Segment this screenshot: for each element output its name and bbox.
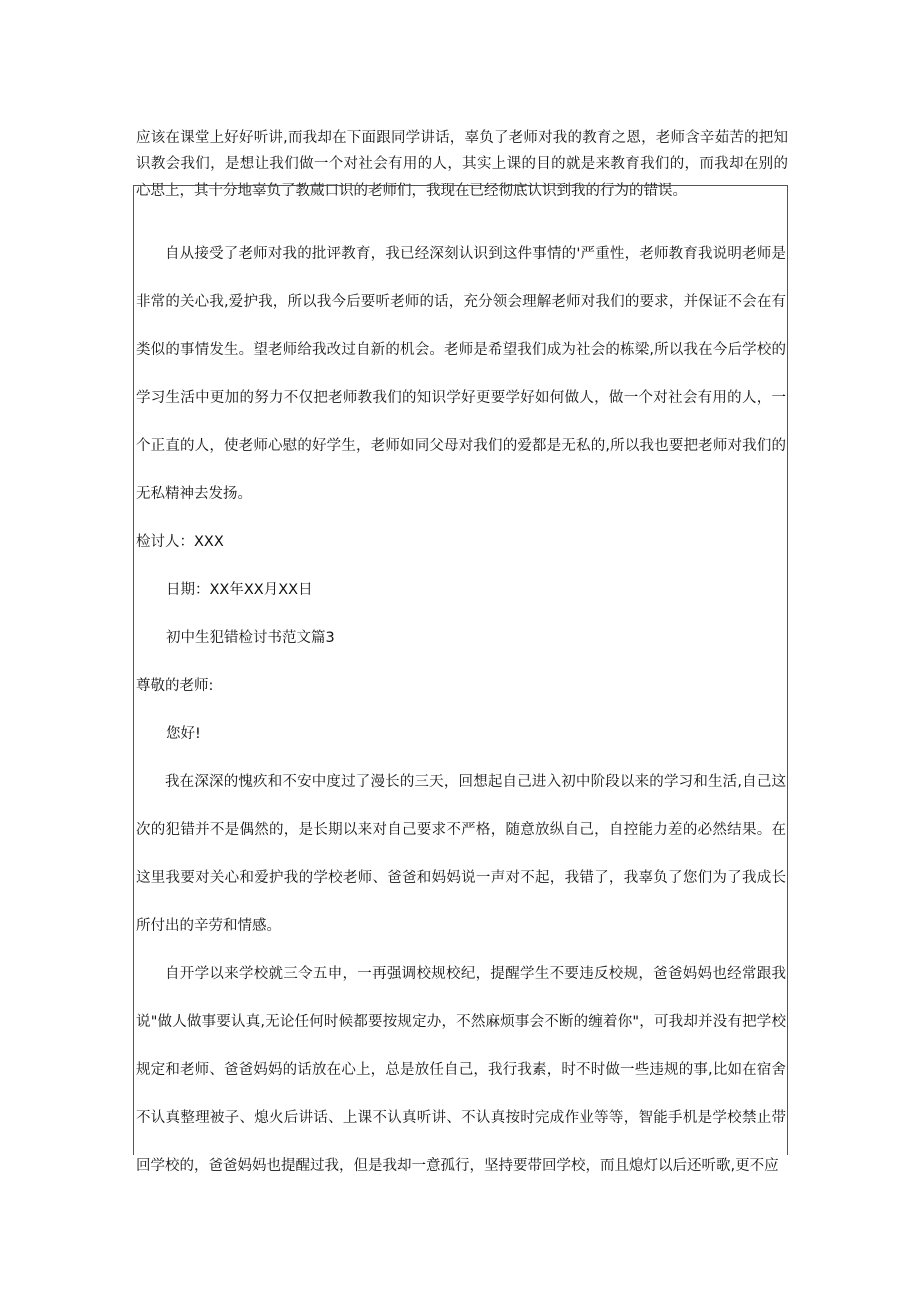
date-line: 日期：XX年XX月XX日 (166, 582, 313, 598)
salutation: 尊敬的老师: (136, 678, 214, 694)
paragraph-rules: 自开学以来学校就三令五申，一再强调校规校纪，提醒学生不要违反校规，爸爸妈妈也经常跟我说"做人做事要认真,无论任何时候都要按规定办，不然麻烦事会不断的缠着你"，可我却并没有把学校规定和老师、爸爸妈妈的话放在心上，总是放任自己，我行我素，时不时做一些违规的事,比如在宿舍不认真整理被子、熄火后讲话、上课不认真听讲、不认真按时完成作业等等，智能手机是学校禁止带回学校的，爸爸妈妈也提醒过我，但是我却一意孤行，坚持要带回学校，而且熄灯以后还听歌,更不应 (136, 966, 786, 1174)
greeting: 您好! (166, 726, 201, 742)
document-body (136, 230, 786, 1190)
section-title: 初中生犯错检讨书范文篇3 (166, 630, 335, 646)
paragraph-self-reflection: 自从接受了老师对我的批评教育，我已经深刻认识到这件事情的'严重性，老师教育我说明老师是非常的关心我,爱护我，所以我今后要听老师的话，充分领会理解老师对我们的要求，并保证不会在有类似的事情发生。望老师给我改过自新的机会。老师是希望我们成为社会的栋梁,所以我在今后学校的学习生活中更加的努力不仅把老师教我们的知识学好更要学好如何做人，做一个对社会有用的人，一个正直的人，使老师心慰的好学生，老师如同父母对我们的爱都是无私的,所以我也要把老师对我们的无私精神去发扬。 (136, 246, 786, 502)
signature-line: 检讨人：XXX (136, 534, 224, 550)
paragraph-remorse: 我在深深的愧疚和不安中度过了漫长的三天，回想起自己进入初中阶段以来的学习和生活,自己这次的犯错并不是偶然的，是长期以来对自己要求不严格，随意放纵自己，自控能力差的必然结果。在这里我要对关心和爱护我的学校老师、爸爸和妈妈说一声对不起，我错了，我辜负了您们为了我成长所付出的辛劳和情感。 (136, 774, 786, 934)
intro-paragraph: 应该在课堂上好好听讲,而我却在下面跟同学讲话，辜负了老师对我的教育之恩，老师含辛茹苦的把知识教会我们，是想让我们做一个对社会有用的人，其实上课的目的就是来教育我们的，而我却在别的心思上，其十分地辜负了教蒇口识的老师们，我现在已经彻底认识到我的行为的错误。 (136, 129, 788, 199)
